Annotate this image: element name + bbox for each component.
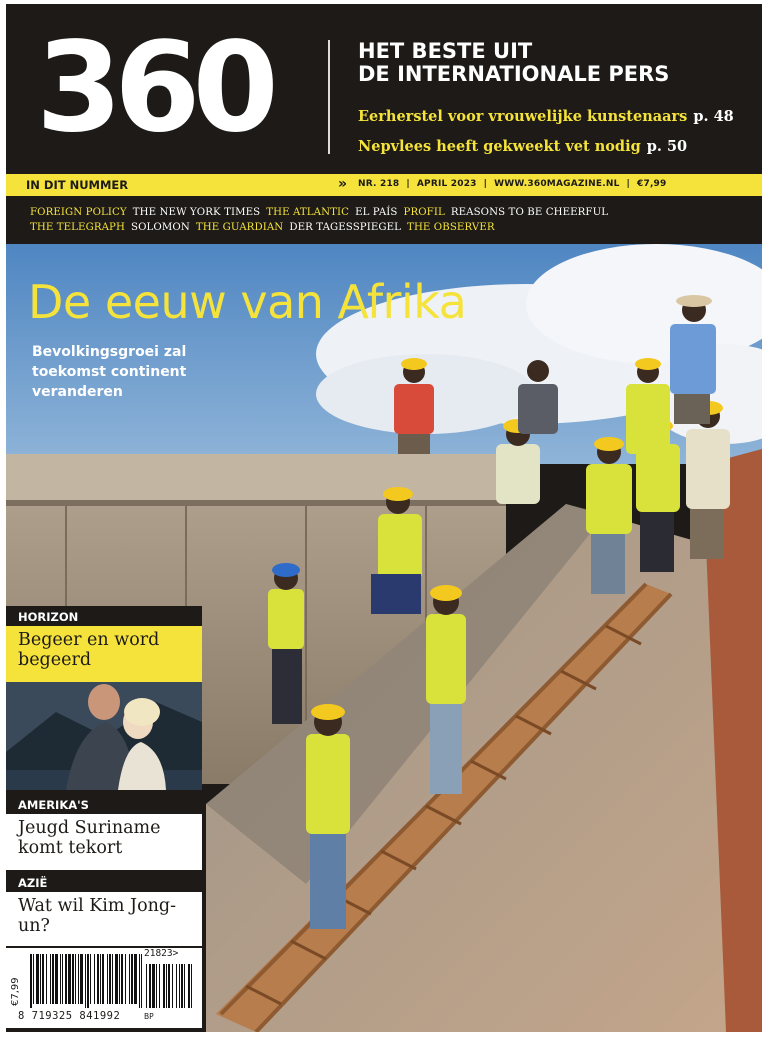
barcode-addon-number: 21823 (144, 948, 173, 959)
issue-bar (6, 174, 762, 196)
barcode-addon (144, 948, 178, 959)
teaser-2-text: Nepvlees heeft gekweekt vet nodig (358, 138, 641, 155)
source-el-pa-s: EL PAÍS (355, 207, 398, 218)
double-chevron-icon: » (338, 176, 348, 192)
source-der-tagesspiegel: DER TAGESSPIEGEL (289, 222, 402, 233)
issue-number: NR. 218 (358, 179, 400, 189)
logo-divider (328, 40, 330, 154)
issue-date: APRIL 2023 (416, 179, 477, 189)
source-the-telegraph: THE TELEGRAPH (30, 222, 125, 233)
section-label-horizon: HORIZON (6, 606, 202, 626)
source-the-new-york-times: THE NEW YORK TIMES (132, 207, 261, 218)
issue-info (358, 179, 666, 189)
issue-website[interactable]: WWW.360MAGAZINE.NL (494, 179, 620, 189)
horizon-image (6, 682, 202, 790)
tagline-line-2: DE INTERNATIONALE PERS (358, 62, 670, 86)
teaser-2[interactable] (358, 138, 687, 155)
section-label-azie: AZIË (6, 872, 202, 892)
issue-price: €7,99 (637, 179, 667, 189)
section-title-azie[interactable]: Wat wil Kim Jong-un? (6, 892, 202, 946)
teaser-2-page: p. 50 (646, 138, 688, 155)
sources-line-1 (30, 205, 609, 220)
section-title-horizon[interactable]: Begeer en word begeerd (6, 626, 202, 682)
barcode-code: BP (144, 1012, 154, 1021)
source-the-observer: THE OBSERVER (407, 222, 495, 233)
cover-subhead: Bevolkingsgroei zal toekomst continent veranderen (32, 344, 187, 400)
teaser-1[interactable] (358, 108, 734, 125)
source-reasons-to-be-cheerful: REASONS TO BE CHEERFUL (450, 207, 609, 218)
barcode-price-text: €7,99 (10, 977, 21, 1006)
issue-separator: | (626, 179, 631, 189)
masthead (6, 4, 762, 174)
logo: 360 (36, 16, 271, 160)
sources-list (6, 196, 609, 244)
teaser-1-page: p. 48 (693, 108, 734, 125)
barcode-box (6, 948, 202, 1028)
section-label-amerikas: AMERIKA'S (6, 794, 202, 814)
tagline (358, 40, 669, 86)
source-the-guardian: THE GUARDIAN (195, 222, 284, 233)
barcode-digits: 8 719325 841992 (18, 1010, 121, 1022)
sources-line-2 (30, 220, 598, 235)
section-title-amerikas[interactable]: Jeugd Suriname komt tekort (6, 814, 202, 870)
barcode-icon (30, 954, 194, 1010)
issue-separator: | (406, 179, 410, 189)
barcode-addon-arrow: > (172, 948, 179, 959)
teaser-1-text: Eerherstel voor vrouwelijke kunstenaars (358, 108, 688, 125)
barcode-price (10, 970, 24, 1010)
source-foreign-policy: FOREIGN POLICY (30, 207, 127, 218)
source-solomon: SOLOMON (131, 222, 190, 233)
source-the-atlantic: THE ATLANTIC (266, 207, 350, 218)
in-dit-nummer-label: IN DIT NUMMER (26, 178, 129, 192)
source-profil: PROFIL (403, 207, 445, 218)
issue-separator: | (483, 179, 488, 189)
tagline-line-1: HET BESTE UIT (358, 39, 533, 63)
cover-headline: De eeuw van Afrika (28, 275, 467, 329)
magazine-cover (6, 4, 762, 1032)
